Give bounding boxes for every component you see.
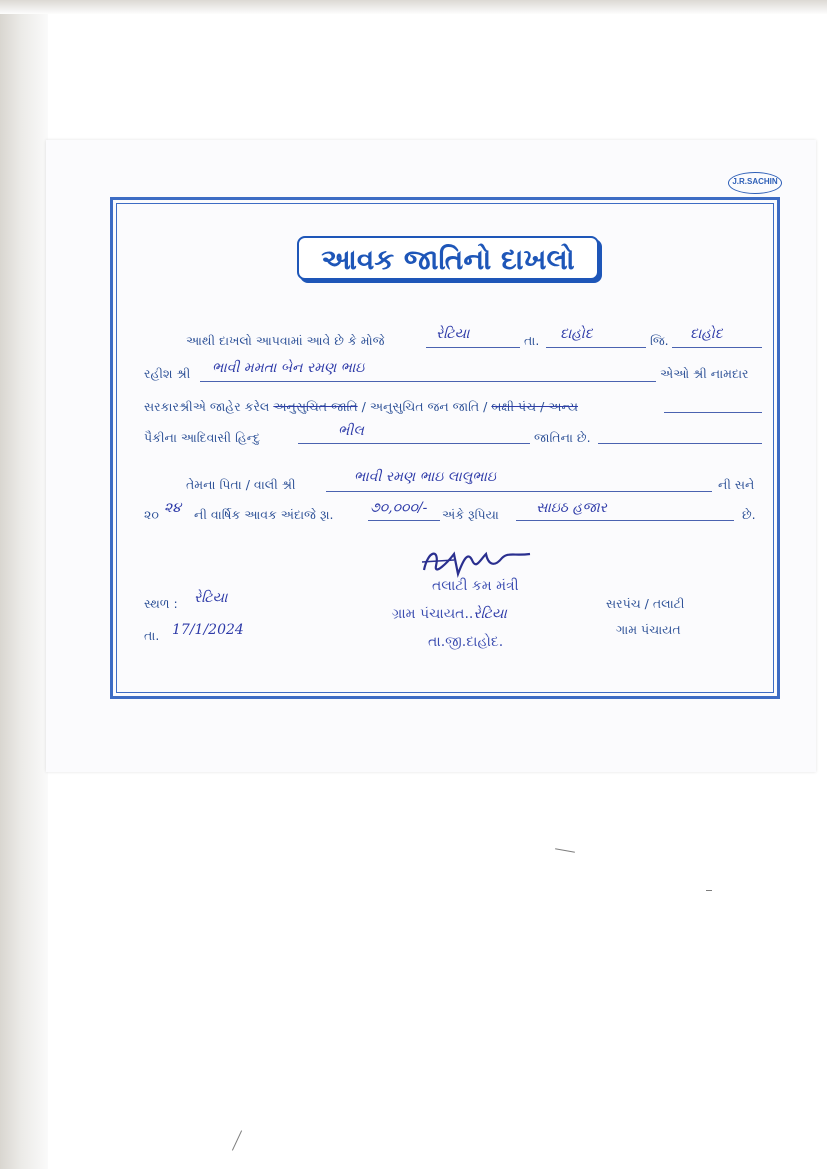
line4-underline <box>598 443 762 444</box>
village-value: રેટિયા <box>436 326 470 342</box>
line2-prefix: રહીશ શ્રી <box>144 366 191 381</box>
scan-speck <box>232 1130 242 1150</box>
struck-category-2: બક્ષી પંચ / અન્ય <box>491 399 578 414</box>
income-words: સાઇઠ હજાર <box>536 500 607 516</box>
stamp-line1: તલાટી કમ મંત્રી <box>432 578 519 594</box>
line4-suffix: જાતિના છે. <box>534 430 591 445</box>
scan-edge <box>0 0 48 1169</box>
line4-prefix: પૈકીના આદિવાસી હિન્દુ <box>144 430 261 445</box>
words-underline <box>516 520 734 521</box>
scan-speck <box>555 848 575 852</box>
district-label: જિ. <box>650 333 669 348</box>
place-label: સ્થળ : <box>144 596 178 611</box>
year-prefix: ૨૦ <box>144 507 159 522</box>
district-value: દાહોદ <box>690 326 723 342</box>
stamp-village: રેટિયા <box>473 606 507 622</box>
place-value: રેટિયા <box>194 590 228 606</box>
amount-underline <box>368 520 440 521</box>
district-underline <box>672 347 762 348</box>
holder-name: ભાવી મમતા બેન રમણ ભાઇ <box>212 360 365 376</box>
certificate-title: આવક જાતિનો દાખલો <box>297 236 599 280</box>
caste-value: ભીલ <box>338 423 364 439</box>
signatory-line2: ગામ પંચાયત <box>616 622 681 637</box>
year-value: ૨૪ <box>164 500 181 516</box>
category-sep-1: / <box>357 399 370 414</box>
father-name: ભાવી રમણ ભાઇ લાલુભાઇ <box>354 469 496 485</box>
date-value: 17/1/2024 <box>172 622 244 638</box>
line2-suffix: એઓ શ્રી નામદાર <box>660 366 749 381</box>
struck-category-1: અનુસુચિત જાતિ <box>273 399 358 414</box>
name-underline <box>200 381 656 382</box>
line3-prefix <box>144 399 578 415</box>
date-label: તા. <box>144 628 160 643</box>
line3-prefix-text: સરકારશ્રીએ જાહેર કરેલ <box>144 399 270 414</box>
village-underline <box>426 347 520 348</box>
line5-suffix: ની સને <box>718 477 755 492</box>
taluka-value: દાહોદ <box>560 326 593 342</box>
stamp-line2-prefix: ગ્રામ પંચાયત.. <box>392 606 474 622</box>
line3-underline <box>664 412 762 413</box>
taluka-label: તા. <box>524 333 540 348</box>
line6-end: છે. <box>742 507 756 522</box>
line5-prefix: તેમના પિતા / વાલી શ્રી <box>186 477 296 492</box>
income-mid-text: ની વાર્ષિક આવક અંદાજે રૂા. <box>194 507 334 522</box>
income-amount: ૭૦,૦૦૦/- <box>370 500 428 516</box>
words-label: અંકે રૂપિયા <box>442 507 499 522</box>
line1-prefix: આથી દાખલો આપવામાં આવે છે કે મોજે <box>186 333 385 348</box>
publisher-logo: J.R.SACHIN <box>728 172 782 194</box>
category-sep-2: / <box>479 399 492 414</box>
stamp-line3: તા.જી.દાહોદ. <box>428 634 504 650</box>
category-kept: અનુસુચિત જન જાતિ <box>369 399 480 414</box>
taluka-underline <box>546 347 646 348</box>
stamp-line2 <box>392 606 507 622</box>
scan-top-edge <box>0 0 827 14</box>
caste-underline <box>298 443 530 444</box>
scan-speck <box>706 890 712 891</box>
father-underline <box>326 491 712 492</box>
signatory-line1: સરપંચ / તલાટી <box>606 596 685 611</box>
